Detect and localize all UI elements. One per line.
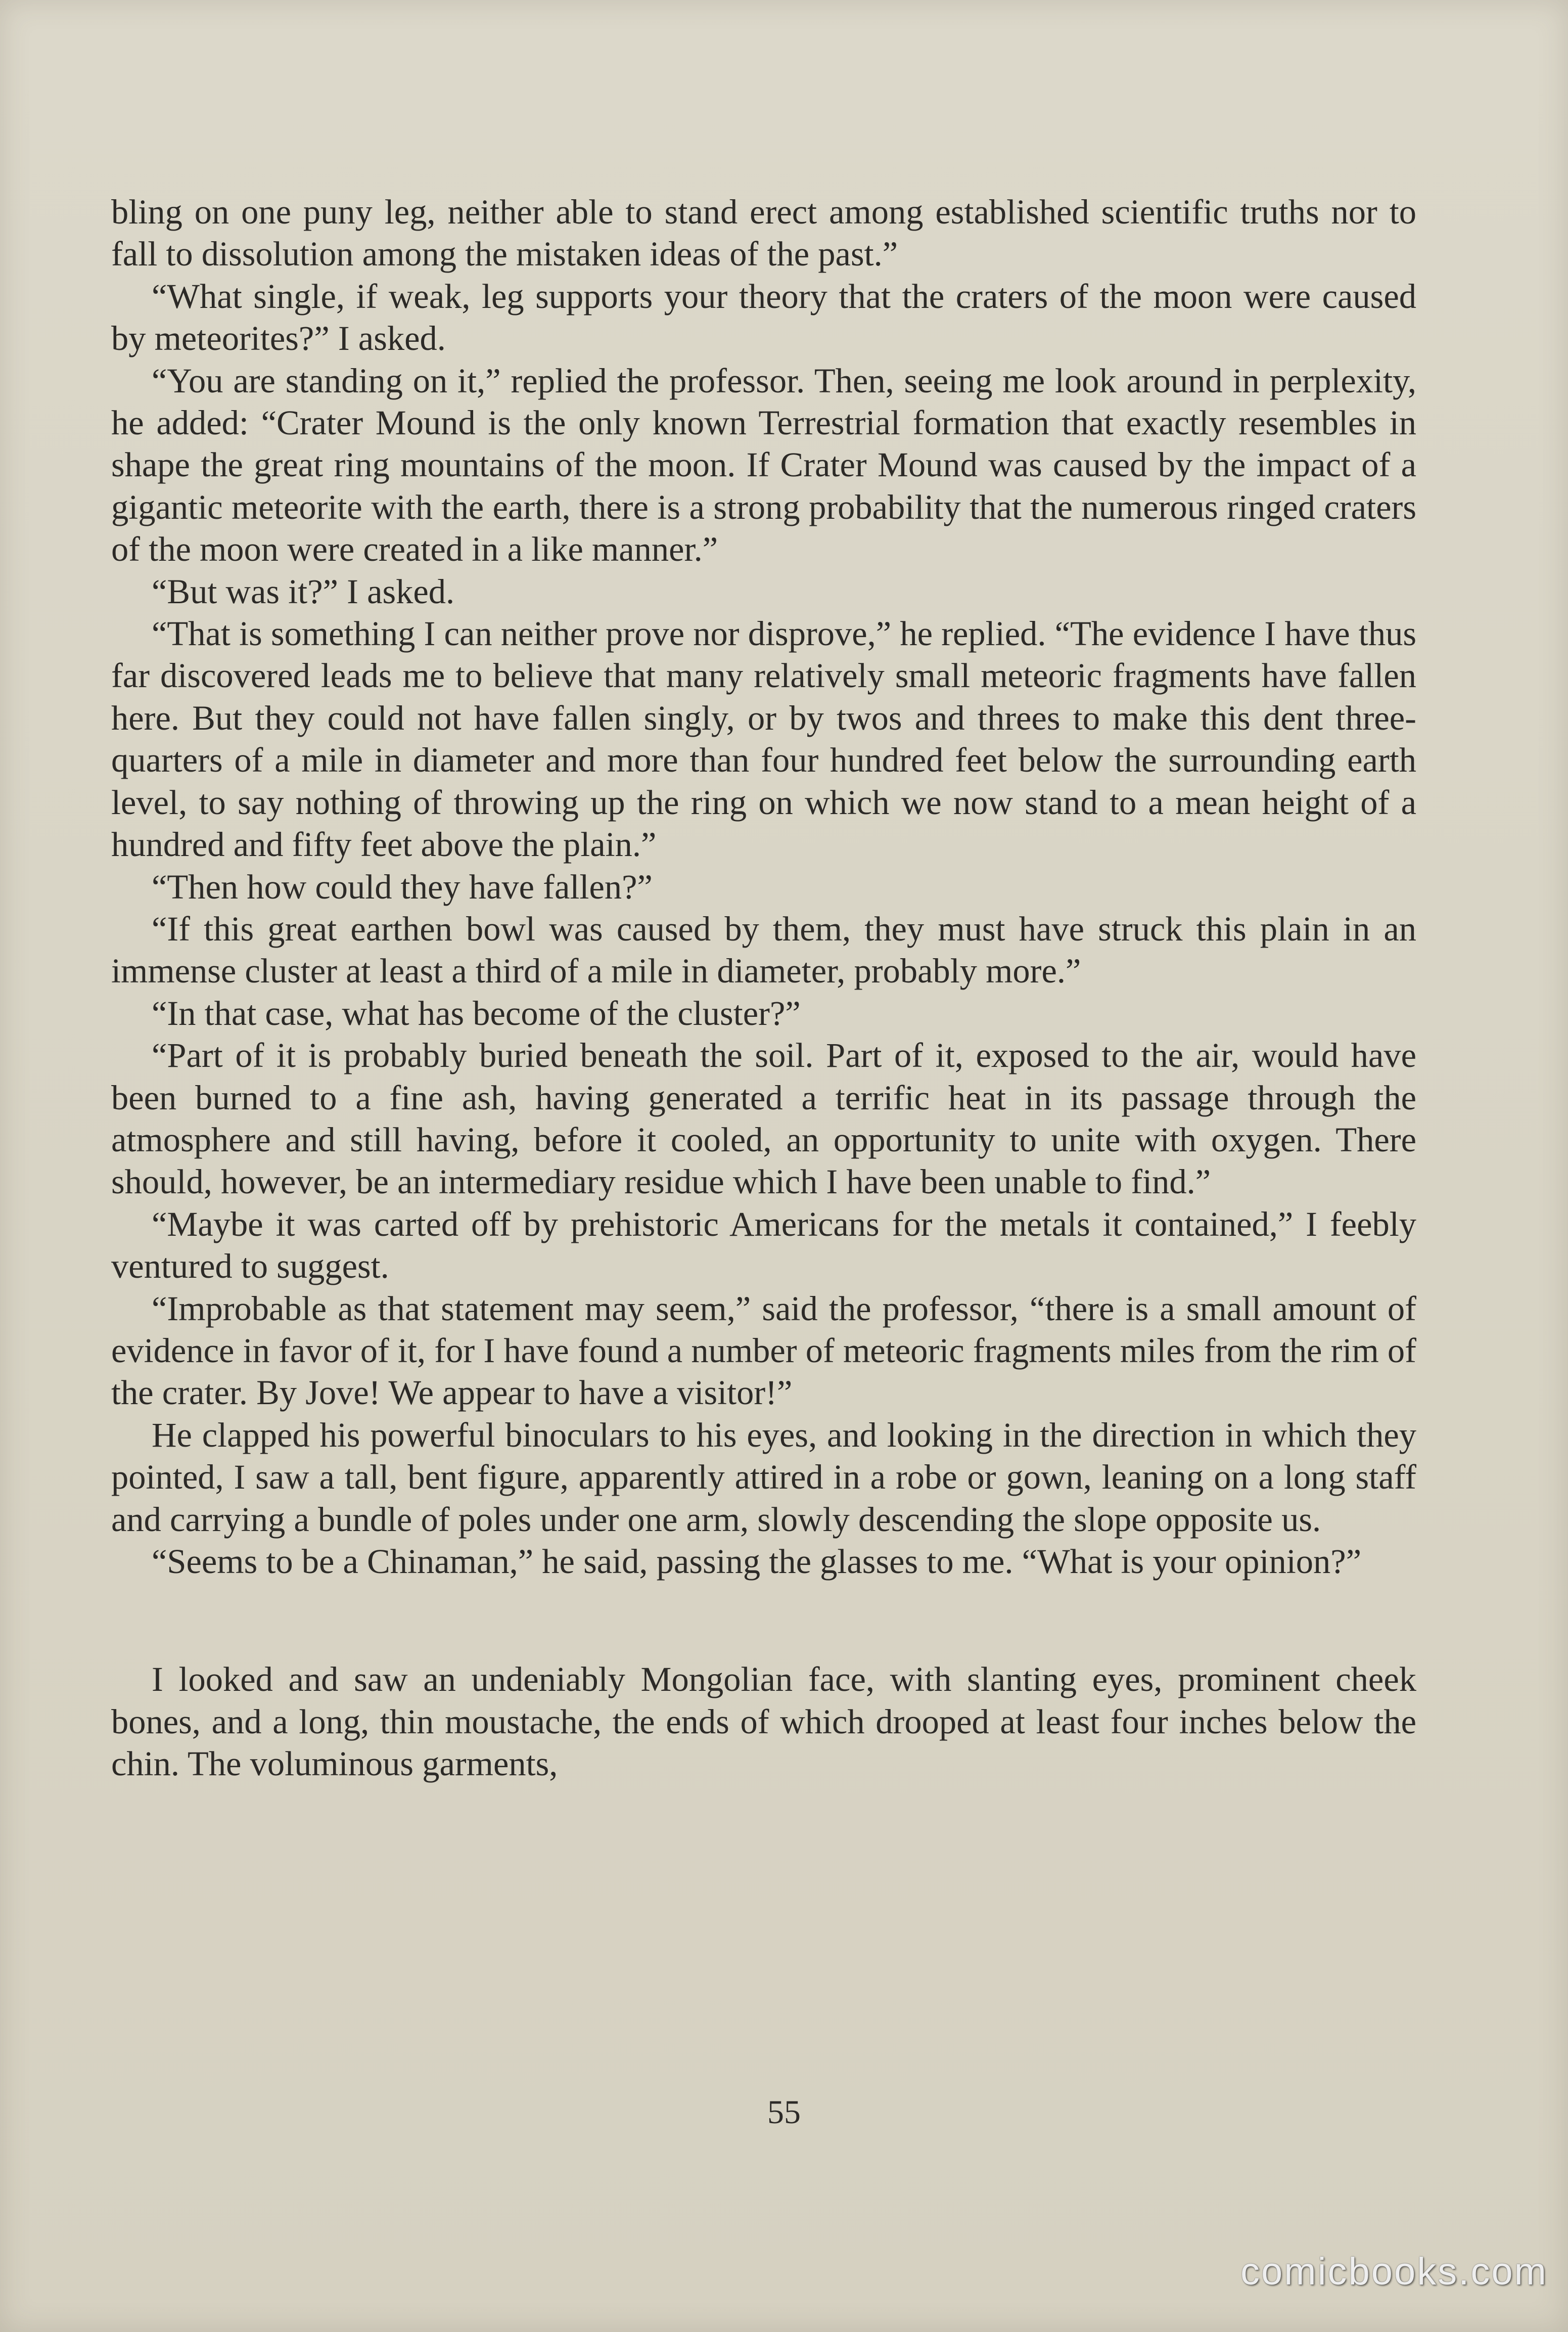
paragraph-1: bling on one puny leg, neither able to stand erect among established scientific truths nor to fall to dissolution among the mistaken ideas of the past.” [111, 193, 1416, 274]
paragraph-13: “Seems to be a Chinaman,” he said, passing the glasses to me. “What is your opinion?” [152, 1542, 1362, 1581]
paragraph-12: He clapped his powerful binoculars to his eyes, and looking in the direction in which they pointed, I saw a tall, bent figure, apparently attired in a robe or gown, leaning on a long staff and carrying a bundle of poles under one arm, slowly descending the slope opposite us. [111, 1415, 1416, 1539]
paragraph-6: “Then how could they have fallen?” [152, 867, 653, 906]
paragraph-3: “You are standing on it,” replied the professor. Then, seeing me look around in perplexity, he added: “Crater Mound is the only known Terrestrial formation that exactly resembles in shape the great ring mountains of the moon. If Crater Mound was caused by the impact of a gigantic meteorite with the earth, there is a strong probability that the numerous ringed craters of the moon were created in a like manner.” [111, 361, 1416, 569]
page-number: 55 [767, 2094, 801, 2131]
paragraph-2: “What single, if weak, leg supports your theory that the craters of the moon were caused by meteorites?” I asked. [111, 277, 1416, 358]
paragraph-11: “Improbable as that statement may seem,” said the professor, “there is a small amount of evidence in favor of it, for I have found a number of meteoric fragments miles from the rim of the crater. By Jove! We appear to have a visitor!” [111, 1289, 1416, 1412]
paragraph-8: “In that case, what has become of the cluster?” [152, 994, 801, 1033]
paragraph-9: “Part of it is probably buried beneath the soil. Part of it, exposed to the air, would have been burned to a fine ash, having generated a terrific heat in its passage through the atmosphere and still having, before it cooled, an opportunity to unite with oxygen. There should, however, be an intermediary residue which I have been unable to find.” [111, 1036, 1416, 1201]
watermark: comicbooks.com [1240, 2250, 1548, 2293]
paragraph-14: I looked and saw an undeniably Mongolian face, with slanting eyes, prominent cheek bones, and a long, thin moustache, the ends of which drooped at least four inches below the chin. The voluminous garments, [111, 1660, 1416, 1783]
paragraph-7: “If this great earthen bowl was caused by them, they must have struck this plain in an immense cluster at least a third of a mile in diameter, probably more.” [111, 909, 1416, 991]
paragraph-10: “Maybe it was carted off by prehistoric Americans for the metals it contained,” I feebly ventured to suggest. [111, 1204, 1416, 1286]
paragraph-5: “That is something I can neither prove nor disprove,” he replied. “The evidence I have thus far discovered leads me to believe that many relatively small meteoric fragments have fallen here. But they could not have fallen singly, or by twos and threes to make this dent three-quarters of a mile in diameter and more than four hundred feet below the surrounding earth level, to say nothing of throwing up the ring on which we now stand to a mean height of a hundred and fifty feet above the plain.” [111, 614, 1416, 864]
body-text [111, 191, 1416, 1785]
paragraph-4: “But was it?” I asked. [152, 572, 455, 611]
